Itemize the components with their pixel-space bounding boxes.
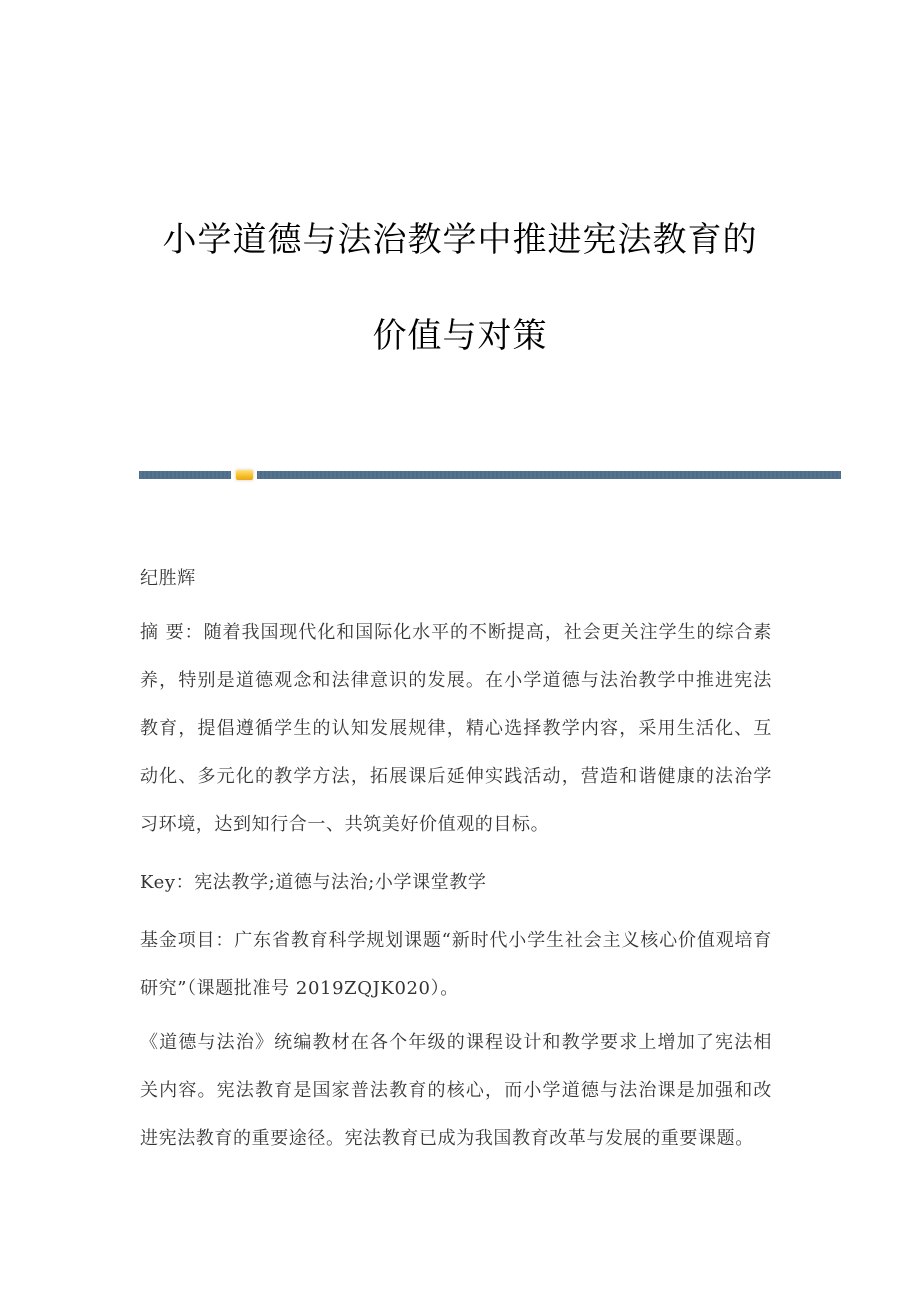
divider-bar-right xyxy=(257,471,841,479)
abstract-label: 摘 要： xyxy=(140,622,204,643)
fund-label: 基金项目： xyxy=(140,930,235,951)
divider-bar-left xyxy=(139,471,231,479)
divider-ornament-icon xyxy=(236,470,253,480)
keywords-text: 宪法教学;道德与法治;小学课堂教学 xyxy=(194,872,487,893)
body-paragraph: 《道德与法治》统编教材在各个年级的课程设计和教学要求上增加了宪法相关内容。宪法教育是国家普法教育的核心，而小学道德与法治课是加强和改进宪法教育的重要途径。宪法教育已成为我国教育改革与发展的重要课题。 xyxy=(140,1032,772,1149)
title-line-2: 价值与对策 xyxy=(372,316,548,356)
author-name: 纪胜辉 xyxy=(140,568,196,589)
title-line-1: 小学道德与法治教学中推进宪法教育的 xyxy=(162,220,758,260)
decorative-divider xyxy=(139,471,841,479)
keywords-label: Key： xyxy=(140,872,195,893)
fund-project xyxy=(140,917,772,1013)
fund-text: 广东省教育科学规划课题“新时代小学生社会主义核心价值观培育研究”（课题批准号 2019ZQJK020）。 xyxy=(140,930,772,999)
abstract xyxy=(140,609,772,849)
keywords xyxy=(140,859,772,907)
abstract-text: 随着我国现代化和国际化水平的不断提高，社会更关注学生的综合素养，特别是道德观念和法律意识的发展。在小学道德与法治教学中推进宪法教育，提倡遵循学生的认知发展规律，精心选择教学内容，采用生活化、互动化、多元化的教学方法，拓展课后延伸实践活动，营造和谐健康的法治学习环境，达到知行合一、共筑美好价值观的目标。 xyxy=(140,622,772,835)
